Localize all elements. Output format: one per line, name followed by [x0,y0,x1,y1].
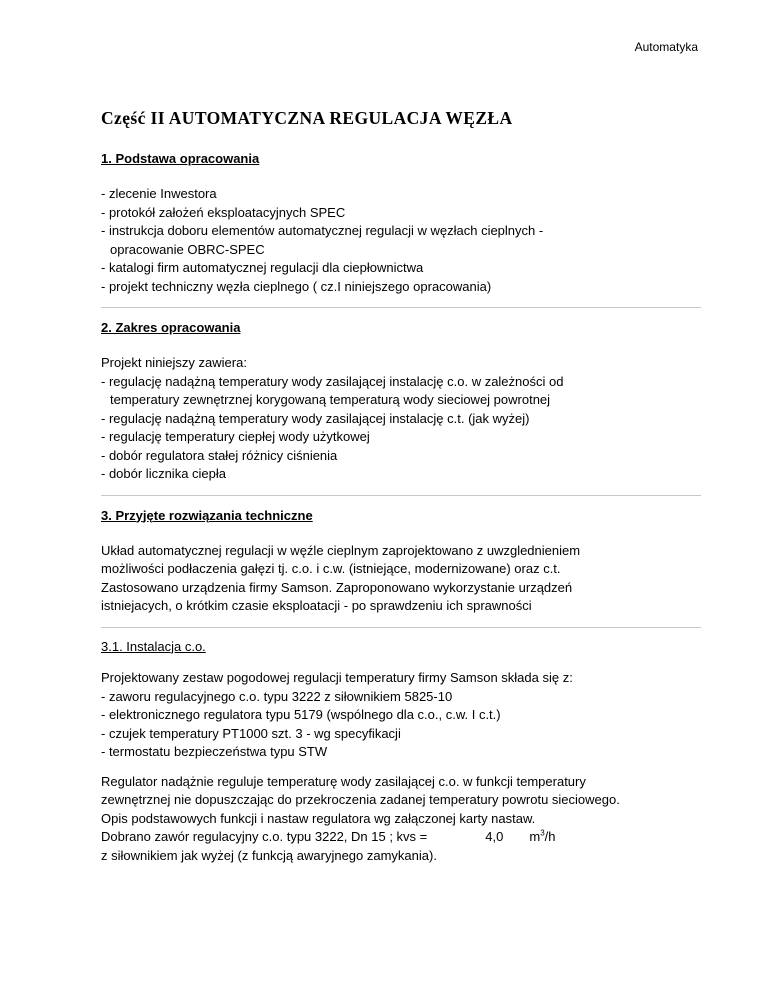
section-3-line: Zastosowano urządzenia firmy Samson. Zaproponowano wykorzystanie urządzeń [101,579,573,595]
section-3-paragraph [101,542,701,616]
section-1-list [101,185,701,296]
page-header: Automatyka [634,40,698,54]
section-2-line: - regulację nadążną temperatury wody zasilającej instalację c.t. (jak wyżej) [101,410,530,426]
subsection-3-1-line: - termostatu bezpieczeństwa typu STW [101,744,328,759]
section-1-line: - projekt techniczny węzła cieplnego ( cz.I niniejszego opracowania) [101,278,492,294]
section-divider [101,495,701,496]
flow-unit-superscript: 3 [540,828,545,838]
regulator-line: Opis podstawowych funkcji i nastaw regulatora wg załączonej karty nastaw. [101,810,536,826]
subsection-3-1-list [101,669,701,762]
document-body [101,108,701,876]
regulator-line: Regulator nadążnie reguluje temperaturę wody zasilającej c.o. w funkcji temperatury [101,773,586,789]
section-3-line: możliwości podłaczenia gałęzi tj. c.o. i c.w. (istniejące, modernizowane) oraz c.t. [101,561,561,576]
section-3-line: Układ automatycznej regulacji w węźle cieplnym zaprojektowano z uwzglednieniem [101,542,581,558]
section-3-line: istniejacych, o krótkim czasie eksploatacji - po sprawdzeniu ich sprawności [101,598,532,613]
section-1-line: - zlecenie Inwestora [101,186,217,201]
section-2-line: Projekt niniejszy zawiera: [101,355,247,370]
subsection-3-1-line: - elektronicznego regulatora typu 5179 (wspólnego dla c.o., c.w. I c.t.) [101,707,501,722]
section-1-line: - katalogi firm automatycznej regulacji dla ciepłownictwa [101,260,424,275]
regulator-paragraph [101,773,701,866]
regulator-line: zewnętrznej nie dopuszczając do przekroczenia zadanej temperatury powrotu sieciowego. [101,792,620,807]
subsection-3-1-line: - zaworu regulacyjnego c.o. typu 3222 z siłownikiem 5825-10 [101,688,453,704]
subsection-3-1-line: Projektowany zestaw pogodowej regulacji temperatury firmy Samson składa się z: [101,670,573,685]
section-1-line: - protokół założeń eksploatacyjnych SPEC [101,204,346,220]
section-2-line: - dobór licznika ciepła [101,466,227,481]
flow-unit-tail: /h [544,829,556,844]
section-2-list [101,354,701,484]
section-divider [101,307,701,308]
section-3-title: 3. Przyjęte rozwiązania techniczne [101,507,313,523]
section-2-title: 2. Zakres opracowania [101,320,241,335]
section-2-line: - dobór regulatora stałej różnicy ciśnienia [101,447,338,463]
section-2-line: - regulację temperatury ciepłej wody użytkowej [101,429,370,444]
section-1-line: opracowanie OBRC-SPEC [110,241,265,257]
subsection-3-1-line: - czujek temperatury PT1000 szt. 3 - wg specyfikacji [101,725,401,741]
regulator-line: z siłownikiem jak wyżej (z funkcją awaryjnego zamykania). [101,847,437,863]
part-title: Część II AUTOMATYCZNA REGULACJA WĘZŁA [101,108,513,128]
kvs-value: 4,0 [485,829,504,844]
section-divider [101,627,701,628]
section-2-line: temperatury zewnętrznej korygowaną temperaturą wody sieciowej powrotnej [110,392,551,407]
valve-text: Dobrano zawór regulacyjny c.o. typu 3222, Dn 15 ; kvs = [101,829,428,844]
section-1-title: 1. Podstawa opracowania [101,151,260,166]
section-2-line: - regulację nadążną temperatury wody zasilającej instalację c.o. w zależności od [101,373,564,389]
subsection-3-1-title: 3.1. Instalacja c.o. [101,638,206,654]
valve-selection-line [101,828,701,847]
section-1-line: - instrukcja doboru elementów automatycznej regulacji w węzłach cieplnych - [101,223,544,238]
flow-unit: m [529,829,541,844]
